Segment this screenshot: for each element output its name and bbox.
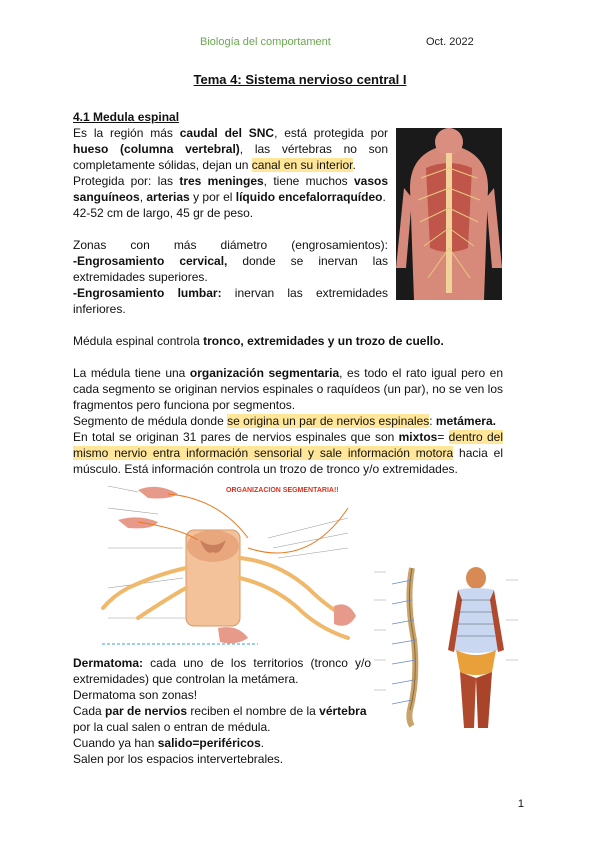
paragraph-vertebra: Cada par de nervios reciben el nombre de la vértebra por la cual salen o entran de médula. bbox=[73, 704, 367, 734]
paragraph-intervertebral: Salen por los espacios intervertebrales. bbox=[73, 752, 284, 766]
dermatome-figure bbox=[372, 560, 520, 732]
segmental-organization-diagram bbox=[98, 478, 360, 650]
paragraph-size: 42-52 cm de largo, 45 gr de peso. bbox=[73, 206, 254, 220]
paragraph-lumbar: -Engrosamiento lumbar: inervan las extremidades inferiores. bbox=[73, 286, 388, 316]
figure-label: ORGANIZACION SEGMENTARIA!! bbox=[226, 487, 339, 494]
header-date: Oct. 2022 bbox=[426, 36, 474, 48]
page-number: 1 bbox=[517, 798, 524, 810]
paragraph-intro: Es la región más caudal del SNC, está protegida por hueso (columna vertebral), las vértebras no son completamente sólidas, dejan un canal en su interior. bbox=[73, 126, 388, 172]
header-course: Biología del comportament bbox=[200, 36, 331, 48]
paragraph-protection: Protegida por: las tres meninges, tiene muchos vasos sanguíneos, arterias y por el líquido encefalorraquídeo. bbox=[73, 174, 389, 204]
spinal-cord-back-image bbox=[396, 128, 502, 300]
paragraph-zones: Zonas con más diámetro (engrosamientos): bbox=[73, 238, 388, 252]
paragraph-mixed-nerves: En total se originan 31 pares de nervios espinales que son mixtos= dentro del mismo nervio entra información sensorial y sale información motora hacia el músculo. Está información controla un trozo de tronco y/o extremidades. bbox=[73, 430, 504, 476]
page-title: Tema 4: Sistema nervioso central I bbox=[193, 72, 407, 87]
paragraph-segmentary: La médula tiene una organización segmentaria, es todo el rato igual pero en cada segmento se originan nervios espinales o raquídeos (un par), no se ven los fragmentos pero funciona por segmentos. bbox=[73, 366, 504, 412]
paragraph-zones-note: Dermatoma son zonas! bbox=[73, 688, 198, 702]
paragraph-dermatome: Dermatoma: cada uno de los territorios (tronco y/o extremidades) que controlan la metámera. bbox=[73, 656, 371, 686]
section-heading: 4.1 Medula espinal bbox=[73, 110, 180, 124]
paragraph-cervical: -Engrosamiento cervical, donde se inervan las extremidades superiores. bbox=[73, 254, 388, 284]
paragraph-control: Médula espinal controla tronco, extremidades y un trozo de cuello. bbox=[73, 334, 444, 348]
paragraph-metamera: Segmento de médula donde se origina un par de nervios espinales: metámera. bbox=[73, 414, 496, 428]
paragraph-peripheral: Cuando ya han salido=periféricos. bbox=[73, 736, 265, 750]
